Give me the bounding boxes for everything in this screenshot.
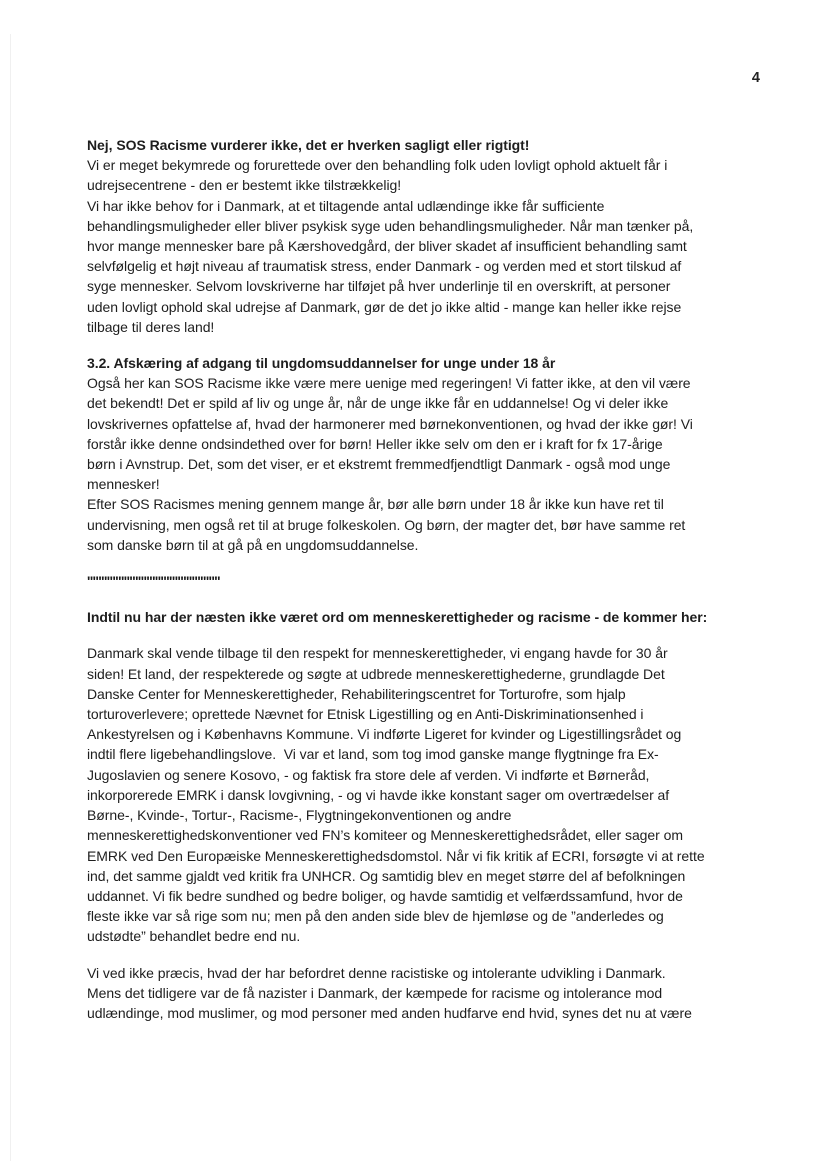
text-line: Også her kan SOS Racisme ikke være mere uenige med regeringen! Vi fatter ikke, at den vil være: [87, 375, 691, 392]
paragraph: [87, 643, 759, 946]
text-line: EMRK ved Den Europæiske Menneskerettighedsdomstol. Når vi fik kritik af ECRI, forsøgte vi at rette: [87, 847, 705, 864]
text-line: mennesker!: [87, 476, 160, 493]
paragraph-gap: [87, 555, 759, 571]
text-line: syge mennesker. Selvom lovskriverne har tilføjet på hver underlinje til en overskrift, at personer: [87, 278, 671, 295]
text-line: Danmark skal vende tilbage til den respekt for menneskerettigheder, vi engang havde for 30 år: [87, 645, 668, 662]
text-line: udlændinge, mod muslimer, og mod personer med anden hudfarve end hvid, synes det nu at være: [87, 1004, 692, 1021]
paragraph-gap: [87, 591, 759, 607]
text-line: lovskrivernes opfattelse af, hvad der harmonerer med børnekonventionen, og hvad der ikke gør! Vi: [87, 415, 693, 432]
text-line: hvor mange mennesker bare på Kærshovedgård, der bliver skadet af insufficient behandling samt: [87, 238, 687, 255]
text-line: undervisning, men også ret til at bruge folkeskolen. Og børn, der magter det, bør have samme ret: [87, 516, 686, 533]
text-line: indtil flere ligebehandlingslove. Vi var et land, som tog imod ganske mange flygtninge fra Ex-: [87, 746, 659, 763]
text-line: menneskerettighedskonventioner ved FN’s komiteer og Menneskerettighedsrådet, eller sager om: [87, 827, 683, 844]
text-line: Indtil nu har der næsten ikke været ord om menneskerettigheder og racisme - de kommer her:: [87, 609, 708, 626]
scan-edge-artifact: [10, 34, 11, 1161]
text-line: udstødte” behandlet bedre end nu.: [87, 928, 301, 945]
paragraph: [87, 155, 759, 337]
text-line: Vi ved ikke præcis, hvad der har befordret denne racistiske og intolerante udvikling i Danmark.: [87, 964, 666, 981]
text-line: ind, det samme gjaldt ved kritik fra UNHCR. Og samtidig blev en meget større del af befolkningen: [87, 867, 686, 884]
text-line: udrejsecentrene - den er bestemt ikke tilstrækkelig!: [87, 177, 402, 194]
text-line: Børne-, Kvinde-, Tortur-, Racisme-, Flygtningekonventionen og andre: [87, 807, 512, 824]
text-line: Ankestyrelsen og i Københavns Kommune. Vi indførte Ligeret for kvinder og Ligestillingsrådet og: [87, 726, 682, 743]
document-body: [87, 135, 759, 1023]
text-line: forstår ikke denne ondsindethed over for børn! Heller ikke selv om den er i kraft for fx 17-årige: [87, 435, 663, 452]
paragraph-gap: [87, 337, 759, 353]
text-line: fleste ikke var så rige som nu; men på den anden side blev de hjemløse og de ”anderledes og: [87, 908, 664, 925]
section-heading: [87, 135, 759, 155]
text-line: Mens det tidligere var de få nazister i Danmark, der kæmpede for racisme og intolerance mod: [87, 984, 663, 1001]
text-line: det bekendt! Det er spild af liv og unge år, når de unge ikke får en uddannelse! Og vi deler ikke: [87, 395, 669, 412]
dotted-separator: ''''''''''''''''''''''''''''''''''''''''''''''': [87, 573, 220, 590]
text-line: 3.2. Afskæring af adgang til ungdomsuddannelser for unge under 18 år: [87, 355, 556, 372]
text-line: selvfølgelig et højt niveau af traumatisk stress, ender Danmark - og verden med et stort tilskud af: [87, 258, 682, 275]
text-line: uddannet. Vi fik bedre sundhed og bedre boliger, og havde samtidig et velfærdssamfund, hvor de: [87, 887, 683, 904]
paragraph-gap: [87, 947, 759, 963]
paragraph: [87, 373, 759, 555]
text-line: torturoverlevere; oprettede Nævnet for Etnisk Ligestilling og en Anti-Diskriminationsenhed i: [87, 706, 644, 723]
text-line: Vi har ikke behov for i Danmark, at et tiltagende antal udlændinge ikke får sufficiente: [87, 197, 605, 214]
text-line: Efter SOS Racismes mening gennem mange år, bør alle børn under 18 år ikke kun have ret til: [87, 496, 664, 513]
text-line: behandlingsmuligheder eller bliver psykisk syge uden behandlingsmuligheder. Når man tænker på,: [87, 217, 694, 234]
text-line: uden lovligt ophold skal udrejse af Danmark, gør de det jo ikke altid - mange kan heller ikke rejse: [87, 298, 682, 315]
text-line: som danske børn til at gå på en ungdomsuddannelse.: [87, 536, 419, 553]
text-line: Vi er meget bekymrede og forurettede over den behandling folk uden lovligt ophold aktuelt får i: [87, 157, 668, 174]
paragraph: [87, 963, 759, 1024]
text-line: Jugoslavien og senere Kosovo, - og faktisk fra store dele af verden. Vi indførte et Børneråd,: [87, 766, 650, 783]
section-heading: [87, 607, 759, 627]
section-heading: [87, 353, 759, 373]
text-line: siden! Et land, der respekterede og søgte at udbrede menneskerettighederne, grundlagde Det: [87, 665, 665, 682]
text-line: børn i Avnstrup. Det, som det viser, er et ekstremt fremmedfjendtligt Danmark - også mod unge: [87, 456, 671, 473]
text-line: Danske Center for Menneskerettigheder, Rehabiliteringscentret for Torturofre, som hjalp: [87, 685, 626, 702]
paragraph-gap: [87, 627, 759, 643]
text-line: Nej, SOS Racisme vurderer ikke, det er hverken sagligt eller rigtigt!: [87, 137, 530, 153]
text-line: tilbage til deres land!: [87, 318, 215, 335]
page-number: 4: [751, 70, 760, 86]
text-line: inkorporerede EMRK i dansk lovgivning, - og vi havde ikke konstant sager om overtrædelser af: [87, 786, 670, 803]
